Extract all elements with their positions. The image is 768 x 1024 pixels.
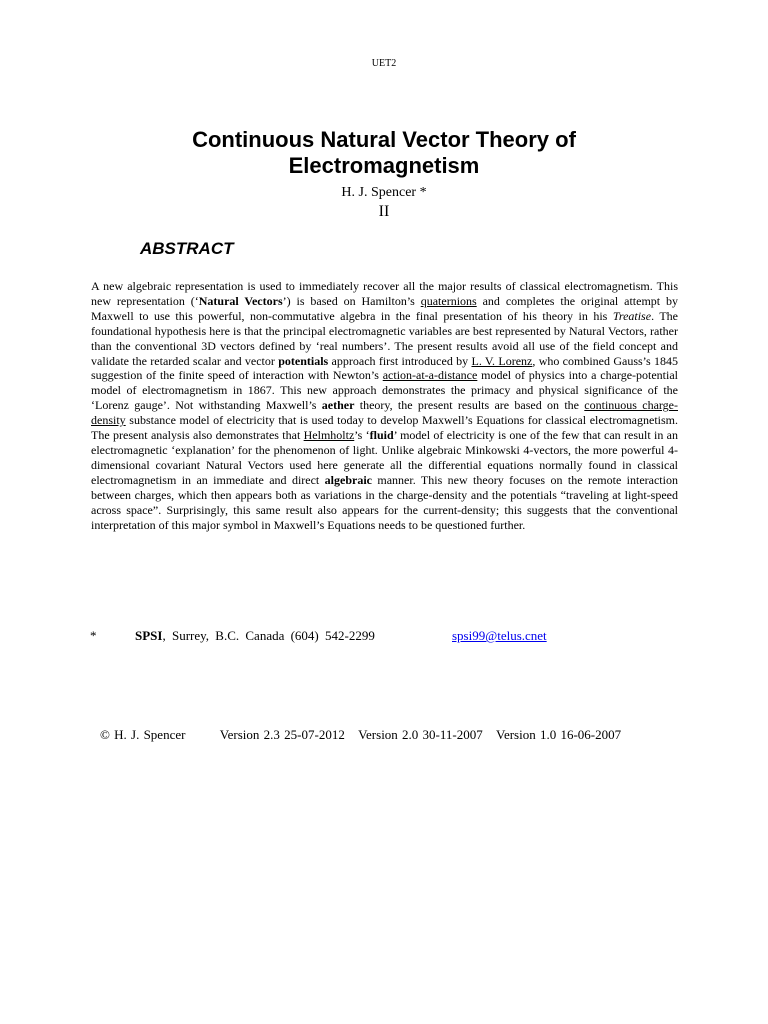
- abstract-text-run: and completes the original attempt by Maxwell to use this powerful, non-commutative algebra in the final presentation of his theory in his: [91, 293, 678, 323]
- term-helmholtz: Helmholtz: [303, 428, 355, 443]
- version-entry: Version 1.0 16-06-2007: [496, 727, 622, 742]
- abstract-text: [91, 279, 678, 532]
- abstract-text-run: . The foundational hypothesis here is that the principal electromagnetic variables are best represented by Natural Vectors, rather than the conventional 3D vectors defined by ‘real numbers’. The present results avoid all use of the field concept and validate the retarded scalar and vector: [91, 308, 678, 368]
- abstract-text-run: model of physics into a charge-potential model of electromagnetism in 1867. This new approach demonstrates the primacy and physical significance of the ‘Lorenz gauge’. Not withstanding Maxwell’s: [91, 368, 678, 413]
- footnote-mark: *: [90, 628, 97, 643]
- affiliation-org: SPSI: [135, 628, 163, 643]
- term-continuous-charge-density: continuous charge-density: [91, 398, 678, 428]
- abstract-text-run: A new algebraic representation is used to immediately recover all the major results of classical electromagnetism. This new representation (‘: [91, 279, 678, 308]
- document-code: UET2: [371, 58, 397, 69]
- term-lorenz: L. V. Lorenz: [471, 353, 533, 368]
- term-natural-vectors: Natural Vectors: [198, 293, 283, 308]
- copyright-notice: © H. J. Spencer: [100, 727, 186, 742]
- paper-title: [0, 127, 768, 179]
- author-name: H. J. Spencer *: [341, 185, 427, 200]
- abstract-text-run: substance model of electricity that is used today to develop Maxwell’s Equations for classical electromagnetism. The present analysis also demonstrates that: [91, 413, 678, 443]
- title-line-1: Continuous Natural Vector Theory of: [192, 127, 576, 152]
- version-entry: Version 2.0 30-11-2007: [358, 727, 483, 742]
- part-number: II: [378, 203, 390, 220]
- abstract-text-run: ’ model of electricity is one of the few that can result in an electromagnetic ‘explanation’ for the phenomenon of light. Unlike algebraic Minkowski 4-vectors, the more powerful 4-dimensional covariant Natural Vectors used here generate all the differential equations normally found in classical electromagnetism in an immediate and direct: [91, 428, 679, 487]
- term-treatise: Treatise: [612, 308, 652, 323]
- abstract-text-run: ’s ‘: [354, 428, 370, 443]
- term-action-at-a-distance: action-at-a-distance: [382, 368, 478, 383]
- email-link[interactable]: spsi99@telus.cnet: [452, 628, 547, 643]
- version-entry: Version 2.3 25-07-2012: [219, 727, 345, 742]
- affiliation-address: , Surrey, B.C. Canada (604) 542-2299: [162, 628, 375, 643]
- term-aether: aether: [321, 398, 355, 413]
- abstract-heading: ABSTRACT: [140, 239, 234, 258]
- term-fluid: fluid: [369, 428, 394, 443]
- affiliation: [135, 628, 375, 644]
- abstract-text-run: theory, the present results are based on the: [354, 398, 585, 413]
- abstract-text-run: manner. This new theory focuses on the remote interaction between charges, which then appears both as variations in the charge-density and the potentials “traveling at light-speed across space”. Surprisingly, this same result also appears for the current-density; this suggests that the conventional interpretation of this major symbol in Maxwell’s Equations needs to be questioned further.: [91, 472, 678, 532]
- abstract-text-run: approach first introduced by: [328, 353, 472, 368]
- version-history: [100, 727, 700, 743]
- abstract-text-run: ’) is based on Hamilton’s: [282, 293, 421, 308]
- title-line-2: Electromagnetism: [288, 153, 480, 178]
- term-algebraic: algebraic: [324, 472, 372, 487]
- term-quaternions: quaternions: [420, 293, 477, 308]
- term-potentials: potentials: [278, 353, 329, 368]
- abstract-paragraph: [91, 279, 678, 532]
- abstract-text-run: , who combined Gauss’s 1845 suggestion of the finite speed of interaction with Newton’s: [91, 353, 678, 383]
